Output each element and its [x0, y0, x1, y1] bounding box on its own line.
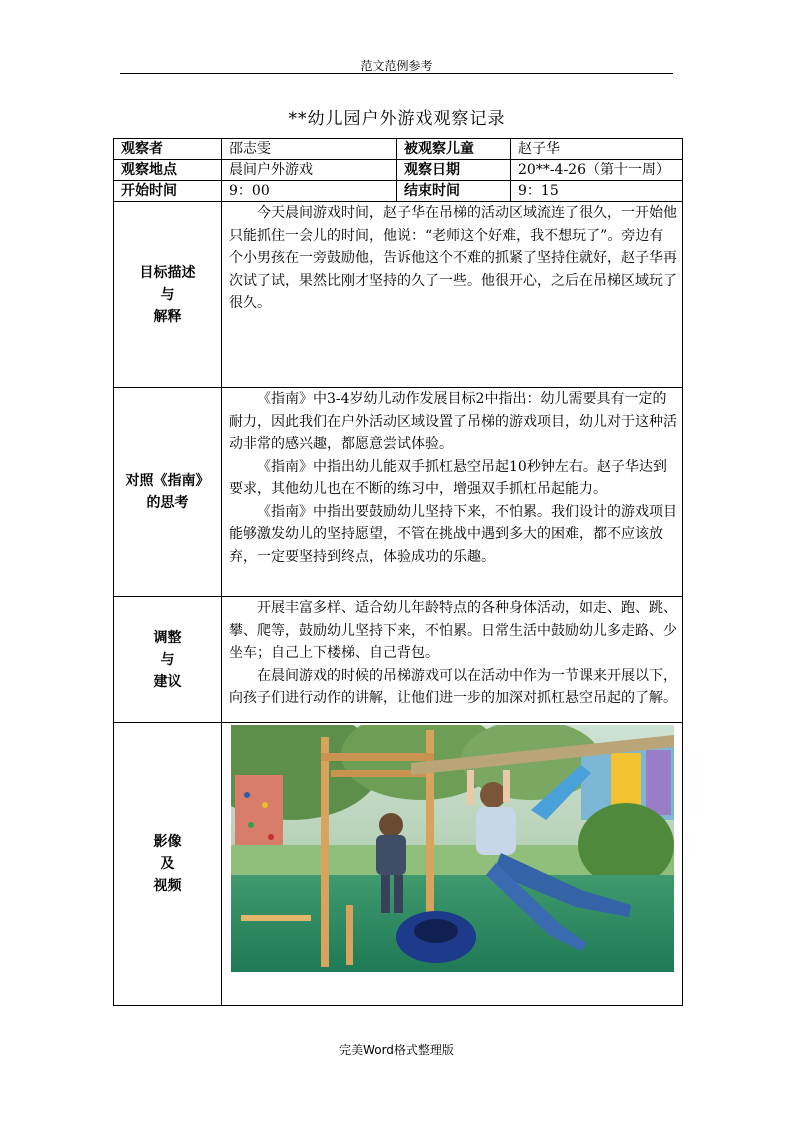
guide-paragraph: 《指南》中指出要鼓励幼儿坚持下来，不怕累。我们设计的游戏项目能够激发幼儿的坚持愿望，不管在挑战中遇到多大的困难，都不应该放弃，一定要坚持到终点，体验成功的乐趣。	[229, 503, 677, 565]
guide-section-label	[114, 388, 222, 597]
media-label-line: 视频	[153, 878, 182, 894]
info-row-observer	[114, 139, 683, 160]
info-row-location	[114, 160, 683, 181]
end-time-value: 9：15	[511, 181, 683, 202]
goal-paragraph: 今天晨间游戏时间，赵子华在吊梯的活动区域流连了很久，一开始他只能抓住一会儿的时间，他说：“老师这个好难，我不想玩了”。旁边有个小男孩在一旁鼓励他，告诉他这个不难的抓紧了坚持住就好，赵子华再次试了试，果然比刚才坚持的久了一些。他很开心，之后在吊梯区域玩了很久。	[229, 205, 677, 311]
adjust-paragraph: 开展丰富多样、适合幼儿年龄特点的各种身体活动，如走、跑、跳、攀、爬等，鼓励幼儿坚持下来，不怕累。日常生活中鼓励幼儿多走路、少坐车；自己上下楼梯、自己背包。	[229, 600, 677, 661]
guide-section-body	[222, 388, 683, 597]
adjust-label-line: 建议	[153, 673, 182, 690]
child-left	[379, 813, 403, 837]
guide-paragraph: 《指南》中3-4岁幼儿动作发展目标2中指出：幼儿需要具有一定的耐力，因此我们在户外活动区域设置了吊梯的游戏项目，幼儿对于这种活动非常的感兴趣，都愿意尝试体验。	[229, 391, 677, 452]
goal-label-line: 与	[160, 286, 175, 303]
page-header: 范文范例参考	[360, 59, 433, 73]
child-hanging	[480, 782, 506, 808]
adjust-section-label	[114, 597, 222, 723]
media-section	[114, 723, 683, 1006]
observer-value: 邵志雯	[222, 139, 397, 160]
date-value: 20**-4-26（第十一周）	[511, 160, 683, 181]
start-time-value: 9：00	[222, 181, 397, 202]
media-label-line: 及	[160, 856, 175, 872]
header-rule	[120, 73, 673, 74]
end-time-label: 结束时间	[397, 181, 511, 202]
goal-section	[114, 202, 683, 388]
adjust-label-line: 调整	[153, 629, 182, 646]
location-label: 观察地点	[114, 160, 222, 181]
adjust-section	[114, 597, 683, 723]
playground-photo	[231, 725, 674, 972]
wooden-post	[321, 737, 329, 967]
observer-label: 观察者	[114, 139, 222, 160]
goal-label-line: 解释	[153, 308, 182, 325]
guide-section	[114, 388, 683, 597]
document-title: **幼儿园户外游戏观察记录	[288, 109, 506, 129]
adjust-paragraph: 在晨间游戏的时候的吊梯游戏可以在活动中作为一节课来开展以下，向孩子们进行动作的讲解，让他们进一步的加深对抓杠悬空吊起的了解。	[229, 667, 677, 706]
media-section-label	[114, 723, 222, 1006]
adjust-label-line: 与	[160, 651, 175, 668]
adjust-section-body	[222, 597, 683, 723]
goal-section-body	[222, 202, 683, 388]
bush	[578, 803, 674, 887]
media-label-line: 影像	[153, 834, 182, 850]
goal-section-label	[114, 202, 222, 388]
observation-table	[113, 138, 683, 1006]
guide-label-line: 的思考	[146, 495, 189, 511]
info-row-time	[114, 181, 683, 202]
guide-paragraph: 《指南》中指出幼儿能双手抓杠悬空吊起10秒钟左右。赵子华达到要求，其他幼儿也在不断的练习中，增强双手抓杠吊起能力。	[229, 458, 667, 497]
guide-label-line: 对照《指南》	[125, 473, 210, 489]
start-time-label: 开始时间	[114, 181, 222, 202]
media-section-body	[222, 723, 683, 1006]
child-label: 被观察儿童	[397, 139, 511, 160]
goal-label-line: 目标描述	[139, 264, 196, 281]
location-value: 晨间户外游戏	[222, 160, 397, 181]
page-footer: 完美Word格式整理版	[339, 1043, 454, 1057]
child-value: 赵子华	[511, 139, 683, 160]
date-label: 观察日期	[397, 160, 511, 181]
